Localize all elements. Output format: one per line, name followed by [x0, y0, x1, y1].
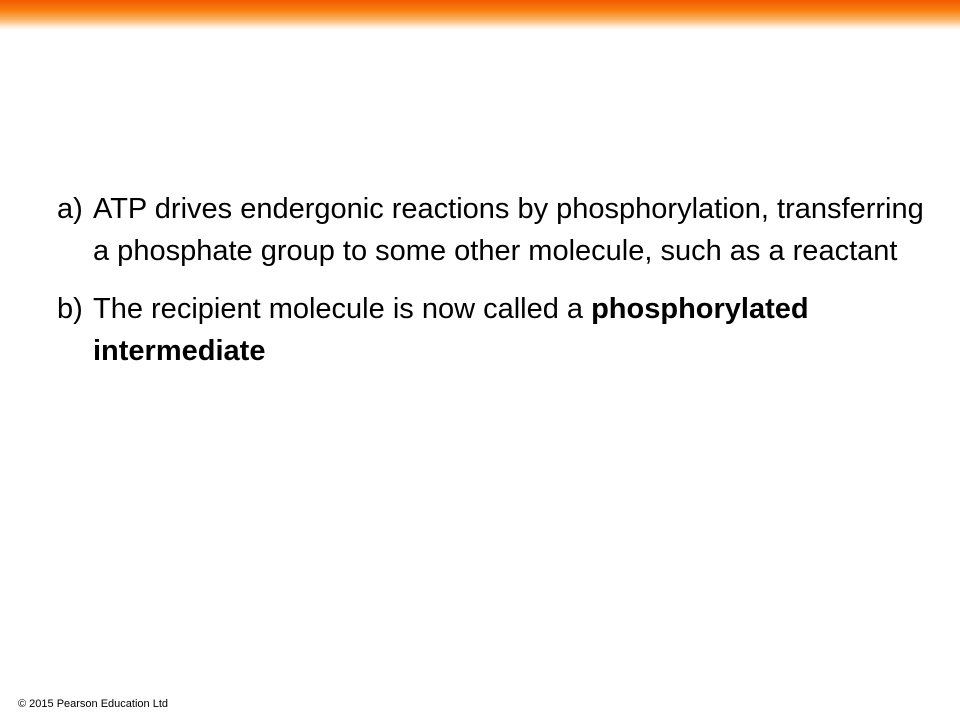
list-text-b — [93, 288, 937, 372]
list-text-a: ATP drives endergonic reactions by phosphorylation, transferring a phosphate group to some other molecule, such as a reactant — [93, 193, 924, 267]
list-item-a — [57, 188, 937, 272]
list-marker-b: b) — [57, 293, 83, 325]
copyright-footer: © 2015 Pearson Education Ltd — [18, 698, 168, 710]
top-accent-bar — [0, 0, 960, 30]
list-text-b-bold: phosphorylated intermediate — [93, 293, 809, 367]
slide-body — [57, 188, 937, 388]
list-item-b — [57, 288, 937, 372]
list-marker-a: a) — [57, 193, 83, 225]
list-text-b-plain: The recipient molecule is now called a — [93, 293, 592, 325]
